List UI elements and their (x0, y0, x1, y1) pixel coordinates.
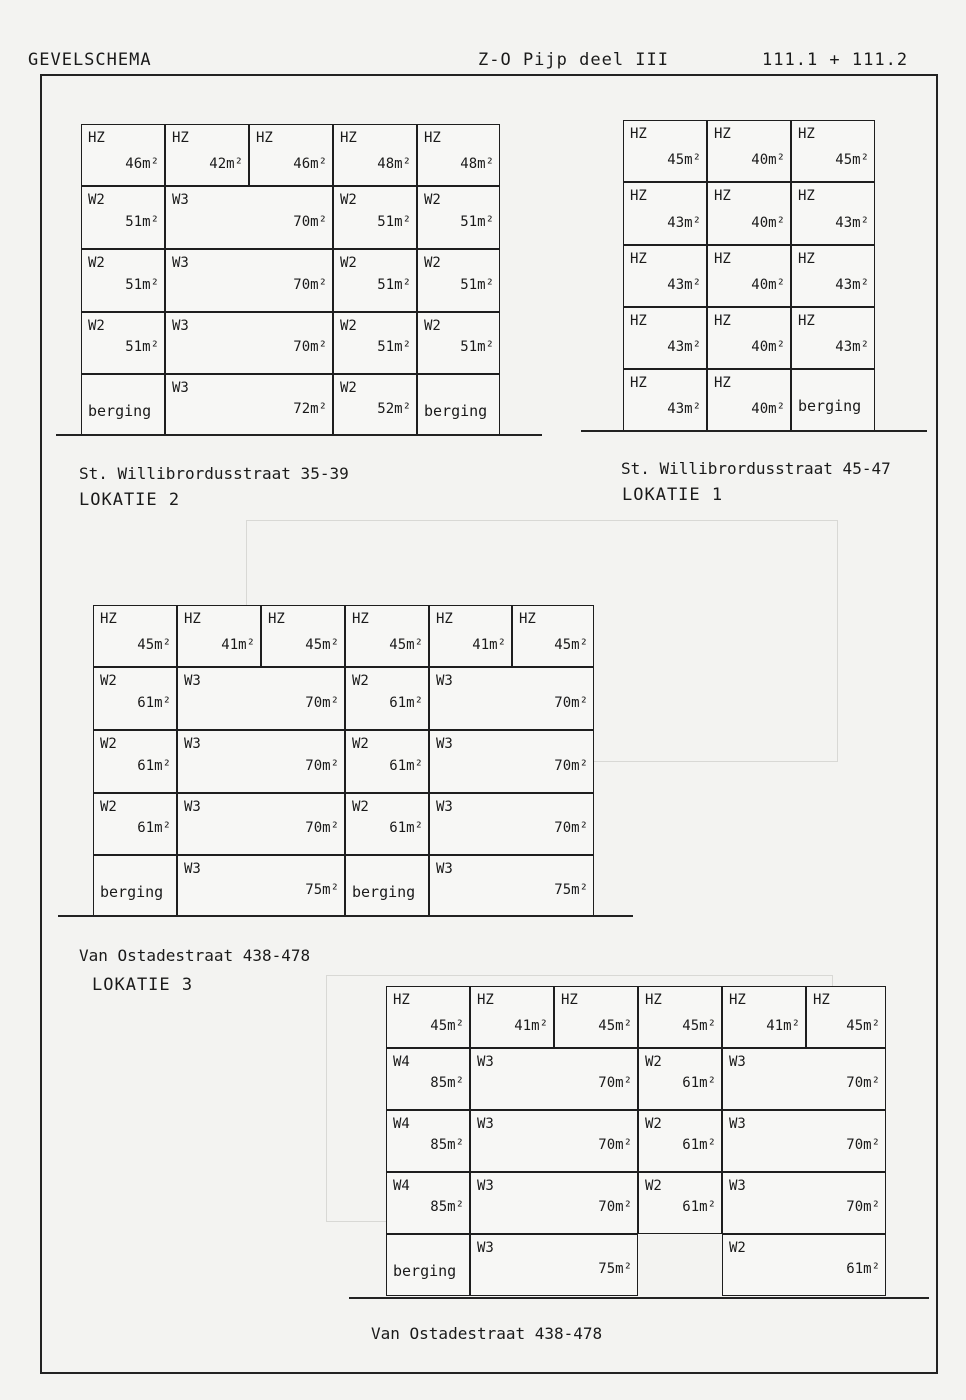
unit-type-code: HZ (798, 251, 815, 267)
unit-type-code: HZ (714, 251, 731, 267)
address-label: Van Ostadestraat 438-478 (371, 1324, 603, 1343)
unit-type-code: W2 (645, 1054, 662, 1070)
unit-cell (623, 245, 707, 307)
unit-type-code: HZ (477, 992, 494, 1008)
unit-area: 40m² (751, 277, 785, 293)
unit-area: 61m² (682, 1137, 716, 1153)
unit-area: 61m² (389, 695, 423, 711)
unit-type-code: W2 (645, 1116, 662, 1132)
unit-type-code: HZ (630, 188, 647, 204)
unit-type-code: W2 (424, 255, 441, 271)
unit-cell (470, 1172, 638, 1234)
unit-area: 43m² (667, 401, 701, 417)
ground-line (349, 1297, 929, 1299)
unit-cell (417, 312, 500, 374)
unit-cell (165, 186, 333, 249)
unit-cell (345, 730, 429, 793)
unit-area: 61m² (137, 758, 171, 774)
ground-line (56, 434, 542, 436)
unit-area: 70m² (846, 1137, 880, 1153)
unit-area: 43m² (835, 339, 869, 355)
unit-cell (386, 1234, 470, 1296)
unit-type-code: W3 (477, 1178, 494, 1194)
unit-type-code: HZ (88, 130, 105, 146)
unit-cell (177, 855, 345, 917)
project-title: Z-O Pijp deel III (478, 50, 669, 70)
unit-area: 45m² (430, 1018, 464, 1034)
unit-area: 70m² (846, 1075, 880, 1091)
unit-cell (623, 307, 707, 369)
unit-area: 45m² (846, 1018, 880, 1034)
unit-cell (177, 730, 345, 793)
unit-type-code: HZ (714, 188, 731, 204)
unit-cell (333, 124, 417, 186)
unit-area: 45m² (667, 152, 701, 168)
unit-cell (623, 182, 707, 245)
unit-cell (417, 124, 500, 186)
unit-area: 43m² (667, 215, 701, 231)
unit-area: 41m² (472, 637, 506, 653)
unit-area: 45m² (835, 152, 869, 168)
unit-cell (386, 1048, 470, 1110)
unit-type-code: HZ (436, 611, 453, 627)
unit-area: 75m² (305, 882, 339, 898)
unit-area: 70m² (554, 758, 588, 774)
unit-type-code: W4 (393, 1054, 410, 1070)
unit-area: 51m² (377, 277, 411, 293)
unit-cell (638, 986, 722, 1048)
unit-area: 43m² (667, 277, 701, 293)
unit-type-code: W3 (477, 1054, 494, 1070)
unit-cell (386, 1110, 470, 1172)
unit-cell (386, 986, 470, 1048)
unit-area: 70m² (305, 695, 339, 711)
unit-cell (623, 120, 707, 182)
unit-area: 61m² (389, 820, 423, 836)
unit-cell (417, 186, 500, 249)
unit-cell (470, 1048, 638, 1110)
unit-cell (470, 1234, 638, 1296)
unit-area: 46m² (125, 156, 159, 172)
unit-cell (429, 793, 594, 855)
unit-cell (707, 120, 791, 182)
unit-area: 70m² (305, 820, 339, 836)
unit-type-code: HZ (798, 126, 815, 142)
unit-cell (333, 249, 417, 312)
unit-area: 70m² (846, 1199, 880, 1215)
unit-area: 61m² (389, 758, 423, 774)
unit-area: 45m² (598, 1018, 632, 1034)
unit-cell (791, 307, 875, 369)
unit-type-code: W3 (184, 673, 201, 689)
unit-type-code: W2 (100, 673, 117, 689)
unit-type-code: W2 (340, 380, 357, 396)
unit-type-code: W2 (88, 255, 105, 271)
unit-area: 85m² (430, 1075, 464, 1091)
unit-area: 70m² (598, 1137, 632, 1153)
unit-area: 70m² (598, 1075, 632, 1091)
unit-cell (81, 186, 165, 249)
unit-area: 45m² (389, 637, 423, 653)
unit-type-code: HZ (424, 130, 441, 146)
storage-label: berging (393, 1262, 457, 1280)
unit-type-code: HZ (184, 611, 201, 627)
unit-area: 70m² (598, 1199, 632, 1215)
unit-area: 51m² (377, 214, 411, 230)
unit-area: 46m² (293, 156, 327, 172)
unit-area: 52m² (377, 401, 411, 417)
unit-area: 51m² (460, 277, 494, 293)
address-label: Van Ostadestraat 438-478 (79, 946, 311, 965)
unit-type-code: W3 (172, 192, 189, 208)
unit-area: 48m² (377, 156, 411, 172)
unit-area: 61m² (137, 820, 171, 836)
unit-type-code: HZ (714, 375, 731, 391)
unit-type-code: HZ (172, 130, 189, 146)
unit-type-code: W3 (436, 799, 453, 815)
storage-label: berging (798, 397, 862, 415)
unit-area: 61m² (682, 1199, 716, 1215)
unit-type-code: W4 (393, 1178, 410, 1194)
unit-type-code: HZ (714, 313, 731, 329)
unit-type-code: W2 (645, 1178, 662, 1194)
unit-cell (93, 667, 177, 730)
unit-type-code: HZ (352, 611, 369, 627)
unit-cell (806, 986, 886, 1048)
unit-cell (707, 245, 791, 307)
unit-cell (623, 369, 707, 431)
unit-cell (261, 605, 345, 667)
unit-area: 40m² (751, 215, 785, 231)
unit-area: 40m² (751, 339, 785, 355)
unit-area: 43m² (835, 277, 869, 293)
unit-area: 40m² (751, 152, 785, 168)
unit-cell (638, 1110, 722, 1172)
unit-cell (638, 1048, 722, 1110)
unit-area: 41m² (514, 1018, 548, 1034)
unit-area: 70m² (293, 339, 327, 355)
unit-cell (791, 369, 875, 431)
unit-cell (638, 1172, 722, 1234)
unit-type-code: W3 (436, 736, 453, 752)
unit-cell (165, 312, 333, 374)
unit-cell (722, 1048, 886, 1110)
unit-cell (386, 1172, 470, 1234)
unit-type-code: HZ (813, 992, 830, 1008)
unit-area: 75m² (598, 1261, 632, 1277)
unit-cell (345, 855, 429, 917)
unit-type-code: HZ (100, 611, 117, 627)
unit-cell (512, 605, 594, 667)
unit-cell (165, 124, 249, 186)
unit-type-code: W2 (424, 318, 441, 334)
unit-type-code: HZ (630, 251, 647, 267)
unit-cell (177, 667, 345, 730)
page-title: GEVELSCHEMA (28, 50, 152, 70)
address-label: St. Willibrordusstraat 45-47 (621, 459, 891, 478)
unit-cell (417, 249, 500, 312)
unit-type-code: W2 (100, 736, 117, 752)
unit-type-code: W3 (436, 861, 453, 877)
location-label: LOKATIE 1 (622, 485, 724, 505)
unit-cell (722, 1110, 886, 1172)
unit-type-code: W3 (729, 1178, 746, 1194)
unit-area: 51m² (460, 339, 494, 355)
unit-cell (93, 793, 177, 855)
unit-area: 61m² (137, 695, 171, 711)
unit-cell (333, 312, 417, 374)
unit-cell (417, 374, 500, 436)
unit-area: 45m² (137, 637, 171, 653)
unit-area: 40m² (751, 401, 785, 417)
unit-cell (707, 182, 791, 245)
unit-type-code: W3 (184, 861, 201, 877)
unit-type-code: W3 (172, 380, 189, 396)
unit-type-code: W3 (184, 736, 201, 752)
unit-type-code: W2 (352, 736, 369, 752)
unit-area: 51m² (125, 277, 159, 293)
unit-type-code: HZ (630, 375, 647, 391)
unit-cell (429, 730, 594, 793)
unit-cell (707, 307, 791, 369)
unit-cell (470, 1110, 638, 1172)
unit-cell (81, 249, 165, 312)
unit-area: 61m² (846, 1261, 880, 1277)
unit-area: 70m² (293, 277, 327, 293)
unit-type-code: HZ (393, 992, 410, 1008)
unit-type-code: W4 (393, 1116, 410, 1132)
unit-cell (470, 986, 554, 1048)
ground-line (58, 915, 633, 917)
unit-area: 61m² (682, 1075, 716, 1091)
unit-type-code: HZ (340, 130, 357, 146)
unit-cell (81, 312, 165, 374)
unit-type-code: W3 (172, 255, 189, 271)
unit-type-code: W3 (436, 673, 453, 689)
unit-type-code: HZ (268, 611, 285, 627)
storage-label: berging (352, 883, 416, 901)
unit-cell (722, 1172, 886, 1234)
unit-cell (791, 120, 875, 182)
storage-label: berging (424, 402, 488, 420)
unit-type-code: HZ (630, 313, 647, 329)
unit-cell (707, 369, 791, 431)
unit-type-code: W3 (184, 799, 201, 815)
unit-type-code: HZ (561, 992, 578, 1008)
address-label: St. Willibrordusstraat 35-39 (79, 464, 349, 483)
unit-area: 48m² (460, 156, 494, 172)
unit-type-code: W2 (352, 673, 369, 689)
unit-cell (722, 986, 806, 1048)
unit-type-code: W2 (352, 799, 369, 815)
unit-area: 72m² (293, 401, 327, 417)
unit-cell (722, 1234, 886, 1296)
ground-line (581, 430, 927, 432)
unit-type-code: W2 (340, 255, 357, 271)
unit-cell (93, 730, 177, 793)
unit-cell (429, 667, 594, 730)
unit-type-code: W3 (477, 1240, 494, 1256)
unit-area: 70m² (293, 214, 327, 230)
unit-type-code: W3 (477, 1116, 494, 1132)
storage-label: berging (100, 883, 164, 901)
unit-cell (177, 793, 345, 855)
unit-cell (791, 245, 875, 307)
storage-label: berging (88, 402, 152, 420)
unit-area: 43m² (835, 215, 869, 231)
unit-type-code: W2 (100, 799, 117, 815)
unit-cell (345, 667, 429, 730)
unit-cell (429, 605, 512, 667)
unit-cell (429, 855, 594, 917)
unit-cell (81, 124, 165, 186)
unit-area: 51m² (125, 214, 159, 230)
unit-cell (345, 605, 429, 667)
unit-cell (249, 124, 333, 186)
unit-type-code: HZ (519, 611, 536, 627)
unit-type-code: W3 (729, 1116, 746, 1132)
unit-type-code: W2 (729, 1240, 746, 1256)
unit-area: 85m² (430, 1199, 464, 1215)
unit-area: 42m² (209, 156, 243, 172)
unit-cell (791, 182, 875, 245)
unit-area: 43m² (667, 339, 701, 355)
unit-cell (345, 793, 429, 855)
unit-type-code: W3 (172, 318, 189, 334)
unit-cell (81, 374, 165, 436)
unit-type-code: HZ (256, 130, 273, 146)
unit-cell (93, 855, 177, 917)
unit-type-code: HZ (714, 126, 731, 142)
unit-area: 51m² (125, 339, 159, 355)
unit-type-code: HZ (630, 126, 647, 142)
unit-area: 51m² (460, 214, 494, 230)
unit-type-code: HZ (645, 992, 662, 1008)
unit-area: 41m² (766, 1018, 800, 1034)
unit-cell (165, 249, 333, 312)
unit-area: 85m² (430, 1137, 464, 1153)
unit-type-code: W2 (88, 318, 105, 334)
unit-cell (333, 374, 417, 436)
unit-cell (333, 186, 417, 249)
reference-number: 111.1 + 111.2 (762, 50, 909, 70)
unit-type-code: HZ (798, 188, 815, 204)
unit-type-code: W3 (729, 1054, 746, 1070)
unit-area: 51m² (377, 339, 411, 355)
location-label: LOKATIE 2 (79, 490, 181, 510)
unit-cell (554, 986, 638, 1048)
unit-type-code: W2 (340, 318, 357, 334)
location-label: LOKATIE 3 (92, 975, 194, 995)
unit-area: 45m² (305, 637, 339, 653)
unit-type-code: HZ (729, 992, 746, 1008)
unit-cell (177, 605, 261, 667)
unit-area: 70m² (554, 820, 588, 836)
unit-cell (93, 605, 177, 667)
unit-type-code: HZ (798, 313, 815, 329)
unit-type-code: W2 (424, 192, 441, 208)
unit-cell (165, 374, 333, 436)
unit-area: 70m² (554, 695, 588, 711)
unit-area: 45m² (682, 1018, 716, 1034)
unit-area: 41m² (221, 637, 255, 653)
unit-type-code: W2 (340, 192, 357, 208)
unit-area: 70m² (305, 758, 339, 774)
unit-type-code: W2 (88, 192, 105, 208)
unit-area: 45m² (554, 637, 588, 653)
unit-area: 75m² (554, 882, 588, 898)
